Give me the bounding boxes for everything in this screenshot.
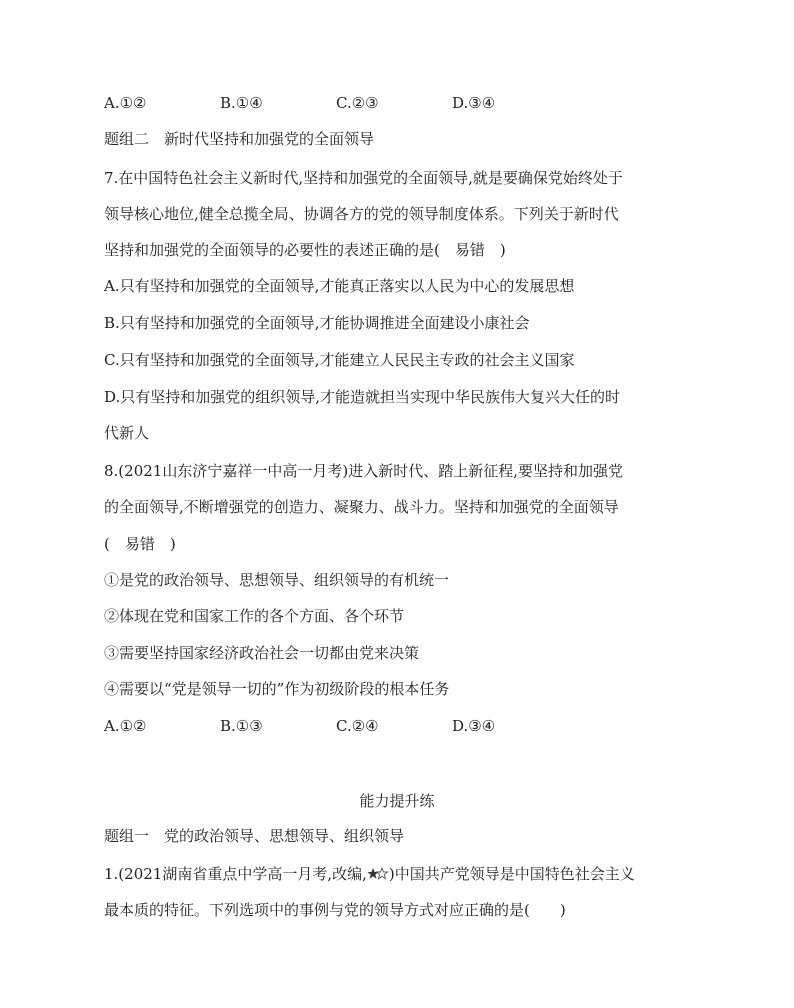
q8-options [104, 716, 624, 736]
q7-stem-line-2: 领导核心地位,健全总揽全局、协调各方的党的领导制度体系。下列关于新时代 [104, 205, 619, 223]
q7-stem-line-3: 坚持和加强党的全面领导的必要性的表述正确的是( 易错 ) [104, 241, 506, 259]
q7-option-d-line-2[interactable]: 代新人 [104, 424, 150, 442]
q6-option-b[interactable]: B.①④ [220, 94, 263, 112]
q8-option-d[interactable]: D.③④ [452, 717, 496, 735]
q6-options [104, 93, 624, 113]
q1-line1-suffix: )中国共产党领导是中国特色社会主义 [388, 865, 635, 883]
q8-statement-3: ③需要坚持国家经济政治社会一切都由党来决策 [104, 644, 420, 662]
q8-stem-line-2: 的全面领导,不断增强党的创造力、凝聚力、战斗力。坚持和加强党的全面领导 [104, 498, 619, 516]
q7-option-a[interactable]: A.只有坚持和加强党的全面领导,才能真正落实以人民为中心的发展思想 [104, 277, 575, 295]
section-title: 能力提升练 [359, 792, 435, 810]
q8-statement-2: ②体现在党和国家工作的各个方面、各个环节 [104, 607, 405, 625]
q6-option-d[interactable]: D.③④ [452, 94, 496, 112]
group2-title: 题组二 新时代坚持和加强党的全面领导 [104, 130, 375, 148]
q1-stem-line-1 [104, 864, 635, 884]
q7-option-c[interactable]: C.只有坚持和加强党的全面领导,才能建立人民民主专政的社会主义国家 [104, 351, 575, 369]
q1-line1-prefix: 1.(2021湖南省重点中学高一月考,改编, [104, 865, 367, 883]
q1-stem-line-2: 最本质的特征。下列选项中的事例与党的领导方式对应正确的是( ) [104, 901, 566, 919]
q7-stem-line-1: 7.在中国特色社会主义新时代,坚持和加强党的全面领导,就是要确保党始终处于 [104, 169, 623, 187]
q8-option-c[interactable]: C.②④ [336, 717, 379, 735]
group1-title: 题组一 党的政治领导、思想领导、组织领导 [104, 827, 405, 845]
two-star-difficulty-icon [367, 866, 389, 880]
q8-stem-line-1: 8.(2021山东济宁嘉祥一中高一月考)进入新时代、踏上新征程,要坚持和加强党 [104, 462, 623, 480]
q8-option-a[interactable]: A.①② [104, 717, 147, 735]
q7-option-d-line-1[interactable]: D.只有坚持和加强党的组织领导,才能造就担当实现中华民族伟大复兴大任的时 [104, 388, 621, 406]
q6-option-a[interactable]: A.①② [104, 94, 147, 112]
q8-statement-4: ④需要以“党是领导一切的”作为初级阶段的根本任务 [104, 680, 450, 698]
q6-option-c[interactable]: C.②③ [336, 94, 379, 112]
q7-option-b[interactable]: B.只有坚持和加强党的全面领导,才能协调推进全面建设小康社会 [104, 314, 530, 332]
q8-statement-1: ①是党的政治领导、思想领导、组织领导的有机统一 [104, 571, 450, 589]
q8-stem-line-3: ( 易错 ) [104, 535, 176, 553]
q8-option-b[interactable]: B.①③ [220, 717, 263, 735]
